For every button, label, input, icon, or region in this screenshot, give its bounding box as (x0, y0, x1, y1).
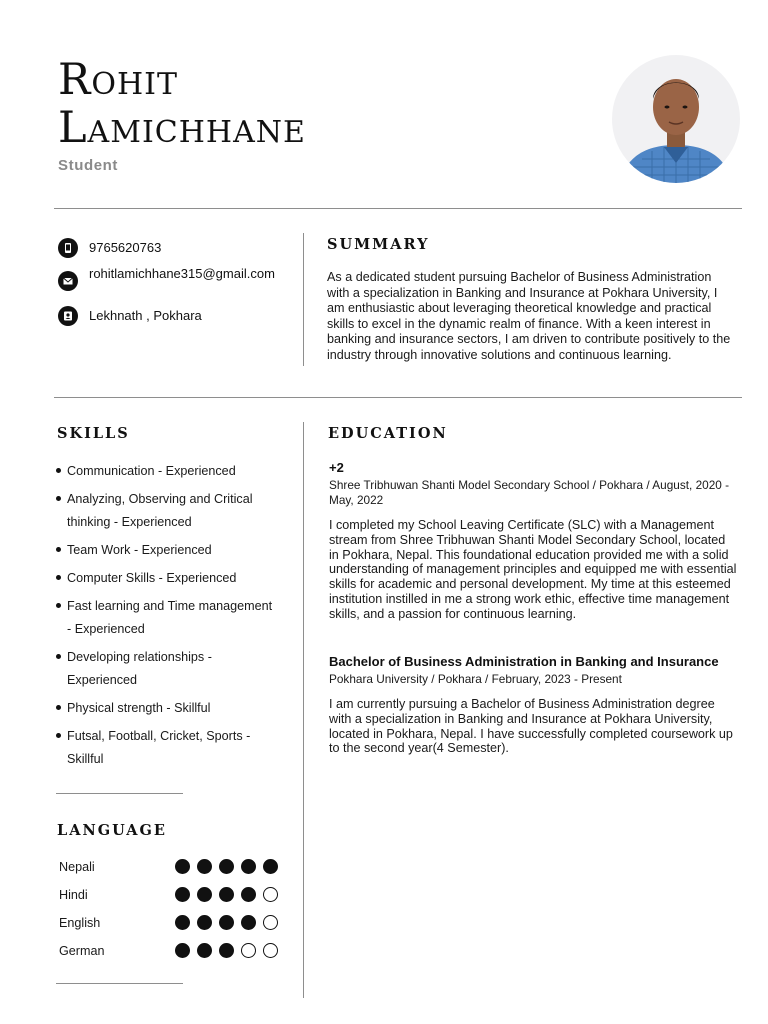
language-name: English (59, 915, 101, 930)
phone-number: 9765620763 (89, 240, 162, 255)
middle-divider (54, 397, 742, 398)
language-heading: LANGUAGE (57, 822, 167, 839)
summary-heading: SUMMARY (327, 236, 430, 253)
phone-icon (58, 238, 78, 258)
summary-text: As a dedicated student pursuing Bachelor of Business Administration with a specialization in Banking and Insurance at Pokhara University, I am enthusiastic about leveraging theoretical knowledge and practical skills to excel in the dynamic realm of finance. With a keen interest in banking and insurance sectors, I am driven to contribute positively to the industry through innovative solutions and continuous learning. (327, 270, 731, 362)
level-dot-filled (219, 859, 234, 874)
contact-phone (58, 238, 279, 258)
language-name: German (59, 943, 105, 958)
level-dot-filled (241, 915, 256, 930)
level-dot-filled (175, 943, 190, 958)
language-level (175, 943, 285, 958)
skill-item: Analyzing, Observing and Critical thinking - Experienced (56, 488, 276, 534)
language-level (175, 859, 285, 874)
skill-item: Futsal, Football, Cricket, Sports - Skillful (56, 725, 276, 771)
skills-list (56, 460, 276, 776)
top-column-divider (303, 233, 304, 366)
skill-item: Communication - Experienced (56, 460, 276, 483)
level-dot-filled (175, 859, 190, 874)
skill-item: Physical strength - Skillful (56, 697, 276, 720)
skill-item: Fast learning and Time management - Experienced (56, 595, 276, 641)
language-divider (56, 983, 183, 984)
skills-heading: SKILLS (57, 425, 130, 442)
level-dot-filled (219, 915, 234, 930)
education-entry (329, 460, 737, 622)
level-dot-filled (197, 943, 212, 958)
level-dot-filled (197, 915, 212, 930)
skill-item: Team Work - Experienced (56, 539, 276, 562)
contact-location (58, 306, 279, 326)
level-dot-filled (241, 887, 256, 902)
language-row (59, 887, 285, 902)
level-dot-filled (219, 943, 234, 958)
envelope-icon (58, 271, 78, 291)
level-dot-empty (241, 943, 256, 958)
location-icon (58, 306, 78, 326)
first-name: Rohit (58, 55, 178, 105)
level-dot-empty (263, 915, 278, 930)
job-title: Student (58, 157, 119, 174)
education-meta: Pokhara University / Pokhara / February, 2023 - Present (329, 672, 622, 686)
profile-photo (612, 55, 740, 183)
contact-email (58, 266, 279, 291)
language-name: Hindi (59, 887, 88, 902)
language-row (59, 943, 285, 958)
level-dot-filled (175, 915, 190, 930)
level-dot-filled (175, 887, 190, 902)
email-address: rohitlamichhane315@gmail.com (89, 266, 275, 281)
level-dot-empty (263, 943, 278, 958)
language-level (175, 887, 285, 902)
level-dot-filled (197, 859, 212, 874)
location-text: Lekhnath , Pokhara (89, 308, 202, 323)
education-description: I am currently pursuing a Bachelor of Business Administration degree with a specialization in Banking and Insurance at Pokhara University, located in Pokhara, Nepal. I have successfully completed coursework up to the second year(4 Semester). (329, 697, 733, 756)
language-level (175, 915, 285, 930)
last-name: Lamichhane (58, 103, 306, 153)
language-name: Nepali (59, 859, 95, 874)
header-divider (54, 208, 742, 209)
education-title: +2 (329, 460, 344, 475)
language-row (59, 859, 285, 874)
candidate-name (58, 56, 306, 152)
bottom-column-divider (303, 422, 304, 998)
level-dot-empty (263, 887, 278, 902)
language-row (59, 915, 285, 930)
level-dot-filled (241, 859, 256, 874)
level-dot-filled (263, 859, 278, 874)
education-heading: EDUCATION (328, 425, 448, 442)
skill-item: Computer Skills - Experienced (56, 567, 276, 590)
level-dot-filled (197, 887, 212, 902)
skill-item: Developing relationships - Experienced (56, 646, 276, 692)
education-title: Bachelor of Business Administration in Banking and Insurance (329, 654, 719, 669)
level-dot-filled (219, 887, 234, 902)
person-portrait-icon (612, 55, 740, 183)
education-entry (329, 654, 737, 756)
skills-divider (56, 793, 183, 794)
education-description: I completed my School Leaving Certificate (SLC) with a Management stream from Shree Tribhuwan Shanti Model Secondary School, located in Pokhara, Nepal. This foundational education provided me with a solid understanding of management principles and equipped me with essential skills for academic and personal development. My time at this esteemed institution instilled in me a strong work ethic, effective time management skills, and a passion for continuous learning. (329, 518, 737, 621)
education-meta: Shree Tribhuwan Shanti Model Secondary School / Pokhara / August, 2020 - May, 2022 (329, 478, 730, 507)
